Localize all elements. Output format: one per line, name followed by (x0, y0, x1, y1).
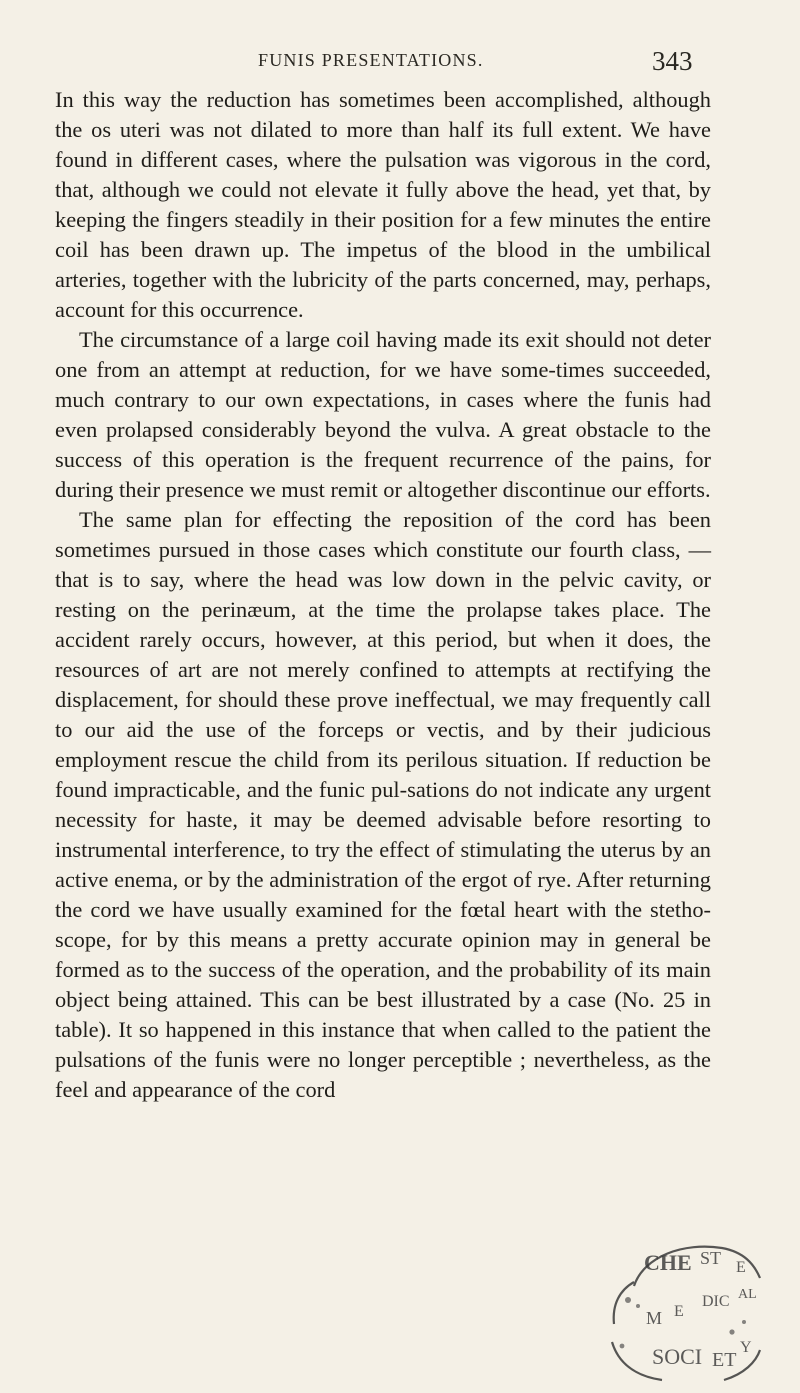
svg-text:E: E (736, 1259, 746, 1276)
page-number: 343 (652, 46, 693, 76)
svg-text:DIC: DIC (702, 1293, 730, 1310)
svg-text:SOCI: SOCI (652, 1344, 703, 1369)
svg-text:Y: Y (740, 1339, 752, 1356)
paragraph-1: In this way the reduction has sometimes been accomplished, although the os uteri was not dilated to more than half its full extent. We have found in different cases, where the pulsation was vigorous in the cord, that, although we could not elevate it fully above the head, yet that, by keeping the fingers steadily in their position for a few minutes the entire coil has been drawn up. The impetus of the blood in the umbilical arteries, together with the lubricity of the parts concerned, may, perhaps, account for this occurrence. (55, 87, 711, 322)
library-stamp (604, 1234, 762, 1384)
running-title: FUNIS PRESENTATIONS. (258, 50, 484, 70)
running-head (0, 46, 800, 82)
svg-text:E: E (674, 1303, 684, 1320)
paragraph-2: The circumstance of a large coil having made its exit should not deter one from an attempt at reduction, for we have some-times succeeded, much contrary to our own expectations, in cases where the funis had even prolapsed considerably beyond the vulva. A great obstacle to the success of this operation is the frequent recurrence of the pains, for during their presence we must remit or altogether discontinue our efforts. (55, 327, 711, 502)
svg-text:ET: ET (712, 1349, 737, 1371)
svg-text:AL: AL (738, 1287, 757, 1302)
svg-text:M: M (646, 1308, 663, 1328)
paragraph-3: The same plan for effecting the reposition of the cord has been sometimes pursued in those cases which constitute our fourth class, —that is to say, where the head was low down in the pelvic cavity, or resting on the perinæum, at the time the prolapse takes place. The accident rarely occurs, however, at this period, but when it does, the resources of art are not merely confined to attempts at rectifying the displacement, for should these prove ineffectual, we may frequently call to our aid the use of the forceps or vectis, and by their judicious employment rescue the child from its perilous situation. If reduction be found impracticable, and the funic pul-sations do not indicate any urgent necessity for haste, it may be deemed advisable before resorting to instrumental interference, to try the effect of stimulating the uterus by an active enema, or by the administration of the ergot of rye. After returning the cord we have usually examined for the fœtal heart with the stetho-scope, for by this means a pretty accurate opinion may in general be formed as to the success of the operation, and the probability of its main object being attained. This can be best illustrated by a case (No. 25 in table). It so happened in this instance that when called to the patient the pulsations of the funis were no longer perceptible ; nevertheless, as the feel and appearance of the cord (55, 507, 711, 1102)
body-text (55, 85, 711, 1105)
svg-text:CHE: CHE (644, 1250, 692, 1275)
library-stamp-graphic (604, 1234, 762, 1384)
svg-text:ST: ST (700, 1248, 722, 1268)
